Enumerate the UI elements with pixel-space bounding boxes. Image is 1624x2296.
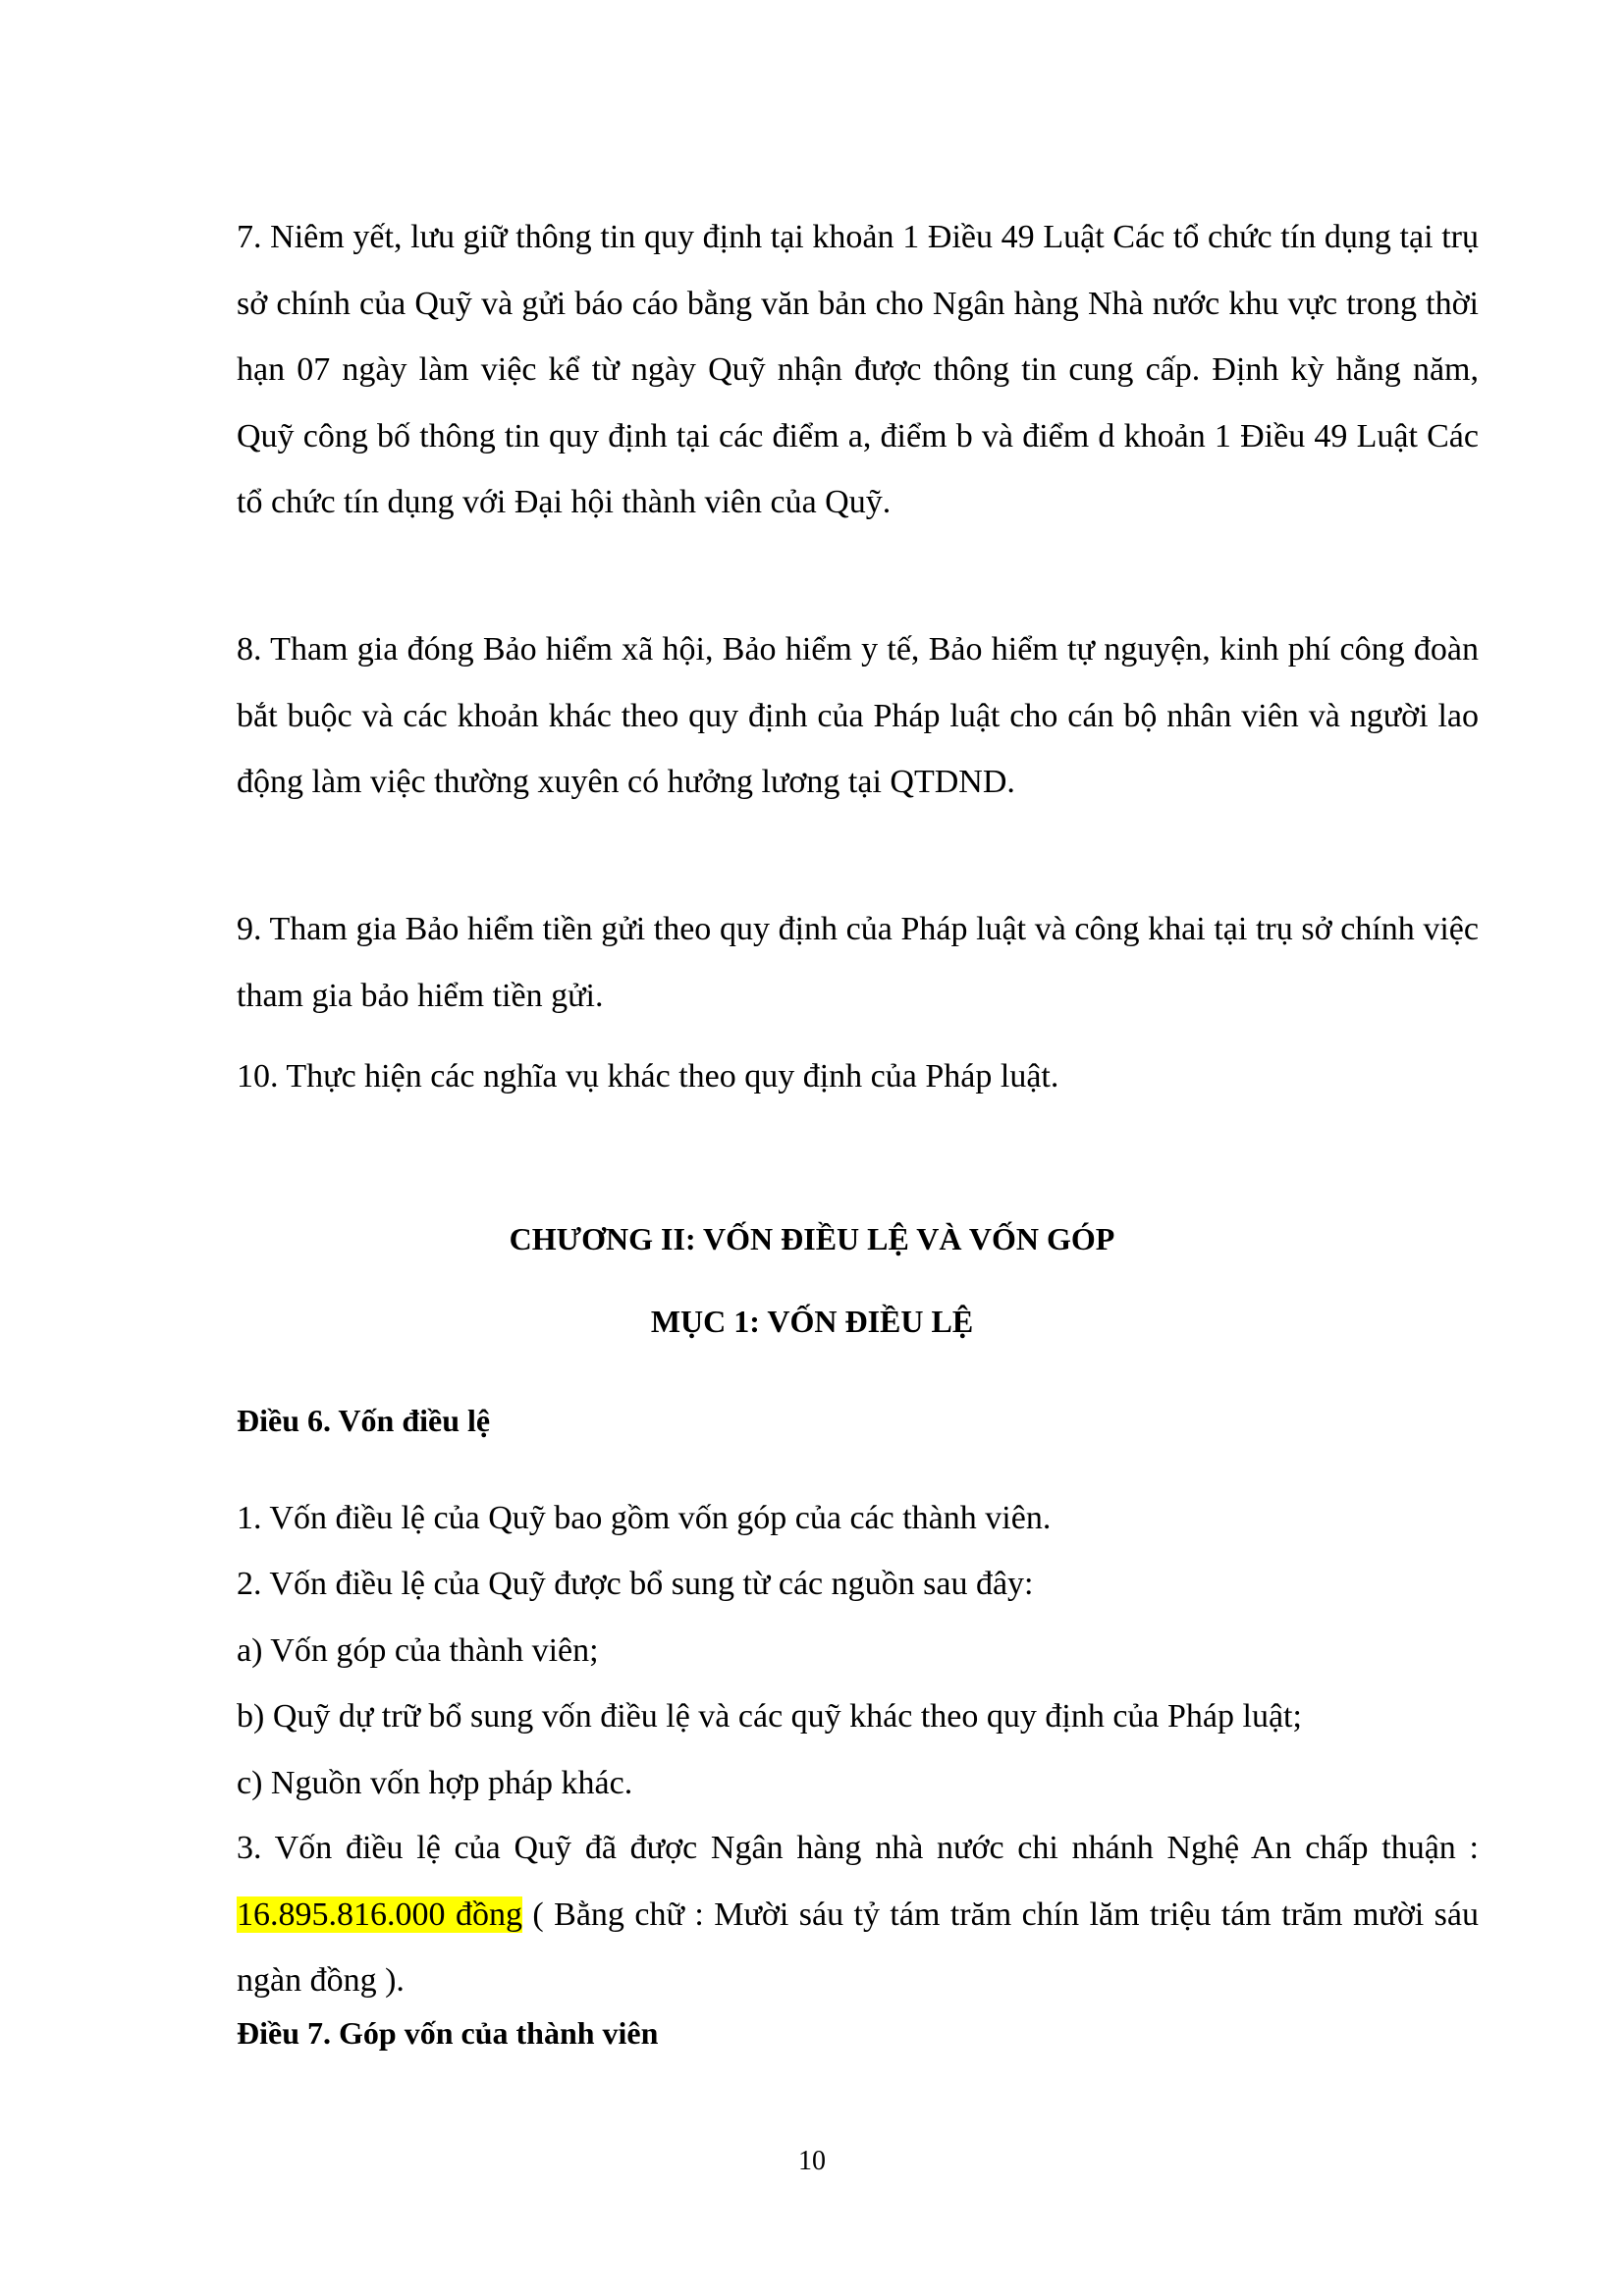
clause-3-intro: 3. Vốn điều lệ của Quỹ đã được Ngân hàng nhà nước chi nhánh Nghệ An chấp thuận : [237, 1830, 1479, 1866]
article-6-title: Điều 6. Vốn điều lệ [237, 1403, 491, 1438]
article-7-title: Điều 7. Góp vốn của thành viên [237, 2015, 659, 2051]
charter-capital-amount: 16.895.816.000 đồng [237, 1896, 522, 1933]
paragraph-item-7: 7. Niêm yết, lưu giữ thông tin quy định tại khoản 1 Điều 49 Luật Các tổ chức tín dụng tại trụ sở chính của Quỹ và gửi báo cáo bằng văn bản cho Ngân hàng Nhà nước khu vực trong thời hạn 07 ngày làm việc kể từ ngày Quỹ nhận được thông tin cung cấp. Định kỳ hằng năm, Quỹ công bố thông tin quy định tại các điểm a, điểm b và điểm d khoản 1 Điều 49 Luật Các tổ chức tín dụng với Đại hội thành viên của Quỹ. [237, 219, 1479, 520]
paragraph-item-9: 9. Tham gia Bảo hiểm tiền gửi theo quy định của Pháp luật và công khai tại trụ sở chính việc tham gia bảo hiểm tiền gửi. [237, 911, 1479, 1014]
article-6-point-b: b) Quỹ dự trữ bổ sung vốn điều lệ và các quỹ khác theo quy định của Pháp luật; [237, 1698, 1302, 1735]
paragraph-item-8: 8. Tham gia đóng Bảo hiểm xã hội, Bảo hiểm y tế, Bảo hiểm tự nguyện, kinh phí công đoàn bắt buộc và các khoản khác theo quy định của Pháp luật cho cán bộ nhân viên và người lao động làm việc thường xuyên có hưởng lương tại QTDND. [237, 631, 1479, 800]
article-6-point-c: c) Nguồn vốn hợp pháp khác. [237, 1765, 633, 1801]
page-number: 10 [798, 2146, 826, 2176]
section-title: MỤC 1: VỐN ĐIỀU LỆ [650, 1304, 974, 1339]
article-6-clause-1: 1. Vốn điều lệ của Quỹ bao gồm vốn góp của các thành viên. [237, 1500, 1052, 1536]
clause-3-amount-in-words: ( Bằng chữ : Mười sáu tỷ tám trăm chín lăm triệu tám trăm mười sáu ngàn đồng ). [237, 1896, 1480, 1999]
article-6-point-a: a) Vốn góp của thành viên; [237, 1632, 599, 1669]
chapter-title: CHƯƠNG II: VỐN ĐIỀU LỆ VÀ VỐN GÓP [509, 1221, 1115, 1256]
article-6-clause-2: 2. Vốn điều lệ của Quỹ được bổ sung từ các nguồn sau đây: [237, 1566, 1034, 1602]
paragraph-item-10: 10. Thực hiện các nghĩa vụ khác theo quy định của Pháp luật. [237, 1058, 1059, 1095]
article-6-clause-3 [237, 1815, 1479, 2014]
